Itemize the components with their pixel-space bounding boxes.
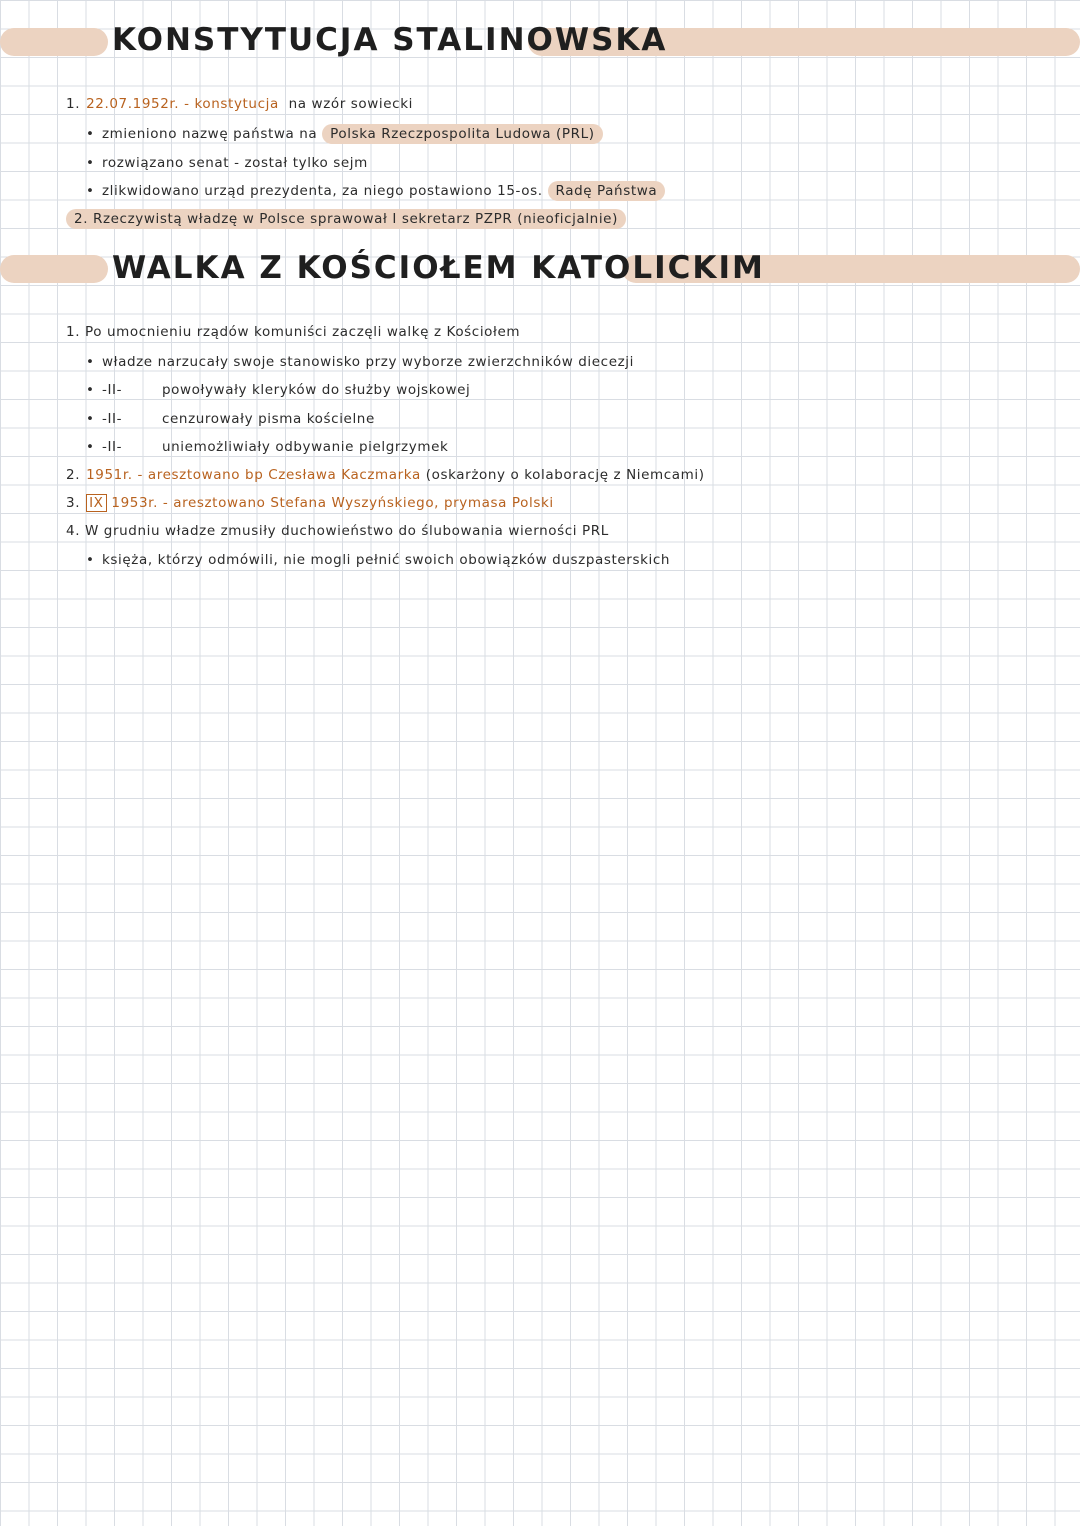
bullet-klerycy: • -II- powoływały kleryków do służby wojskowej (86, 382, 471, 398)
bullet-nazwa-panstwa: • zmieniono nazwę państwa na Polska Rzeczpospolita Ludowa (PRL) (86, 126, 603, 142)
bullet-senat: • rozwiązano senat - został tylko sejm (86, 155, 368, 171)
ditto-mark: -II- (102, 411, 123, 427)
bullet-diecezje: • władze narzucały swoje stanowisko przy wyborze zwierzchników diecezji (86, 354, 635, 370)
ditto-mark: -II- (102, 439, 123, 455)
bullet-pielgrzymki: • -II- uniemożliwiały odbywanie pielgrzymek (86, 439, 449, 455)
title-highlight-left-2 (0, 255, 108, 283)
title-highlight-left (0, 28, 108, 56)
highlight-prl: Polska Rzeczpospolita Ludowa (PRL) (322, 124, 602, 144)
list-item-3-wyszynski: 3. IX 1953r. - aresztowano Stefana Wyszyńskiego, prymasa Polski (66, 495, 554, 511)
bullet-cenzura: • -II- cenzurowały pisma kościelne (86, 411, 375, 427)
highlight-rada-panstwa: Radę Państwa (548, 181, 666, 201)
list-item-2-wladza (66, 211, 626, 227)
roman-numeral-box: IX (86, 494, 106, 512)
section-title-konstytucja: KONSTYTUCJA STALINOWSKA (112, 22, 668, 58)
bullet-ksieza: • księża, którzy odmówili, nie mogli pełnić swoich obowiązków duszpasterskich (86, 552, 671, 568)
bullet-prezydent: • zlikwidowano urząd prezydenta, za niego postawiono 15-os. Radę Państwa (86, 183, 665, 199)
list-item-2-kaczmarek: 2. 1951r. - aresztowano bp Czesława Kaczmarka (oskarżony o kolaborację z Niemcami) (66, 467, 705, 483)
highlight-wladza: 2. Rzeczywistą władzę w Polsce sprawował I sekretarz PZPR (nieoficjalnie) (66, 209, 626, 229)
section-title-walka: WALKA Z KOŚCIOŁEM KATOLICKIM (112, 250, 765, 286)
list-item-1-konstytucja: 1. 22.07.1952r. - konstytucja na wzór sowiecki (66, 96, 413, 112)
list-item-4-slubowanie: 4. W grudniu władze zmusiły duchowieństwo do ślubowania wierności PRL (66, 523, 609, 539)
ditto-mark: -II- (102, 382, 123, 398)
list-item-1-walka: 1. Po umocnieniu rządów komuniści zaczęli walkę z Kościołem (66, 324, 521, 340)
